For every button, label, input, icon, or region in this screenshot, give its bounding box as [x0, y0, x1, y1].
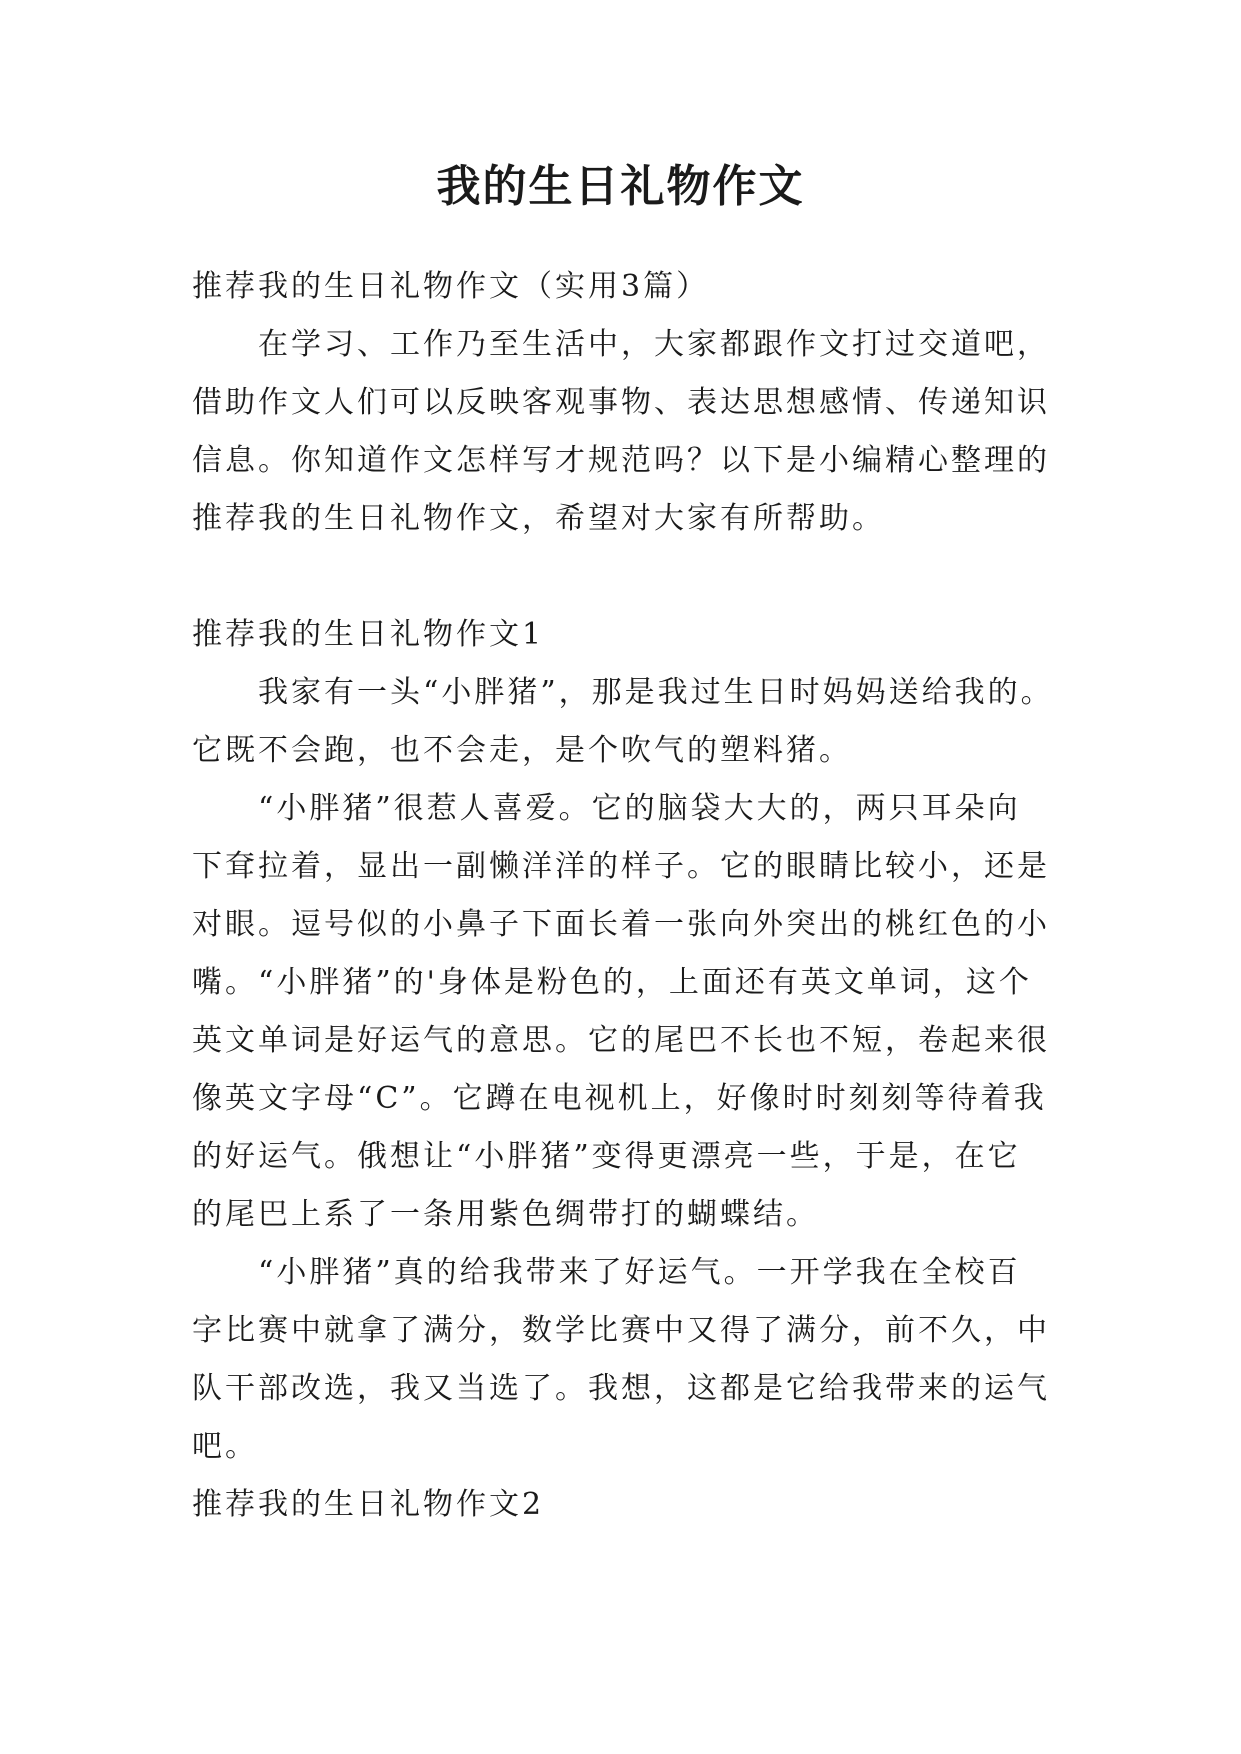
document-body	[192, 258, 1072, 1534]
paragraph-line: 嘴。“小胖猪”的'身体是粉色的，上面还有英文单词，这个	[192, 965, 1032, 1000]
paragraph-line: “小胖猪”真的给我带来了好运气。一开学我在全校百	[258, 1255, 1021, 1290]
paragraph-line: 的好运气。俄想让“小胖猪”变得更漂亮一些，于是，在它	[192, 1139, 1021, 1174]
section-heading-2: 推荐我的生日礼物作文2	[192, 1487, 545, 1522]
paragraph-line: 像英文字母“C”。它蹲在电视机上，好像时时刻刻等待着我	[192, 1081, 1047, 1116]
paragraph-line: 的尾巴上系了一条用紫色绸带打的蝴蝶结。	[192, 1197, 819, 1232]
paragraph-line: 对眼。逗号似的小鼻子下面长着一张向外突出的桃红色的小	[192, 907, 1050, 942]
subtitle-line: 推荐我的生日礼物作文（实用3篇）	[192, 269, 710, 304]
paragraph-line: 下耷拉着，显出一副懒洋洋的样子。它的眼睛比较小，还是	[192, 849, 1050, 884]
paragraph-line: “小胖猪”很惹人喜爱。它的脑袋大大的，两只耳朵向	[258, 791, 1021, 826]
intro-paragraph-line: 借助作文人们可以反映客观事物、表达思想感情、传递知识	[192, 385, 1050, 420]
paragraph-line: 我家有一头“小胖猪”，那是我过生日时妈妈送给我的。	[258, 675, 1054, 710]
paragraph-line: 英文单词是好运气的意思。它的尾巴不长也不短，卷起来很	[192, 1023, 1050, 1058]
document-title: 我的生日礼物作文	[436, 161, 805, 212]
paragraph-line: 吧。	[192, 1429, 258, 1464]
section-heading-1: 推荐我的生日礼物作文1	[192, 617, 545, 652]
intro-paragraph-line: 在学习、工作乃至生活中，大家都跟作文打过交道吧，	[258, 327, 1050, 362]
intro-paragraph-line: 推荐我的生日礼物作文，希望对大家有所帮助。	[192, 501, 885, 536]
blank-spacer	[192, 548, 1072, 606]
paragraph-line: 字比赛中就拿了满分，数学比赛中又得了满分，前不久，中	[192, 1313, 1050, 1348]
paragraph-line: 队干部改选，我又当选了。我想，这都是它给我带来的运气	[192, 1371, 1050, 1406]
intro-paragraph-line: 信息。你知道作文怎样写才规范吗？以下是小编精心整理的	[192, 443, 1050, 478]
paragraph-line: 它既不会跑，也不会走，是个吹气的塑料猪。	[192, 733, 852, 768]
